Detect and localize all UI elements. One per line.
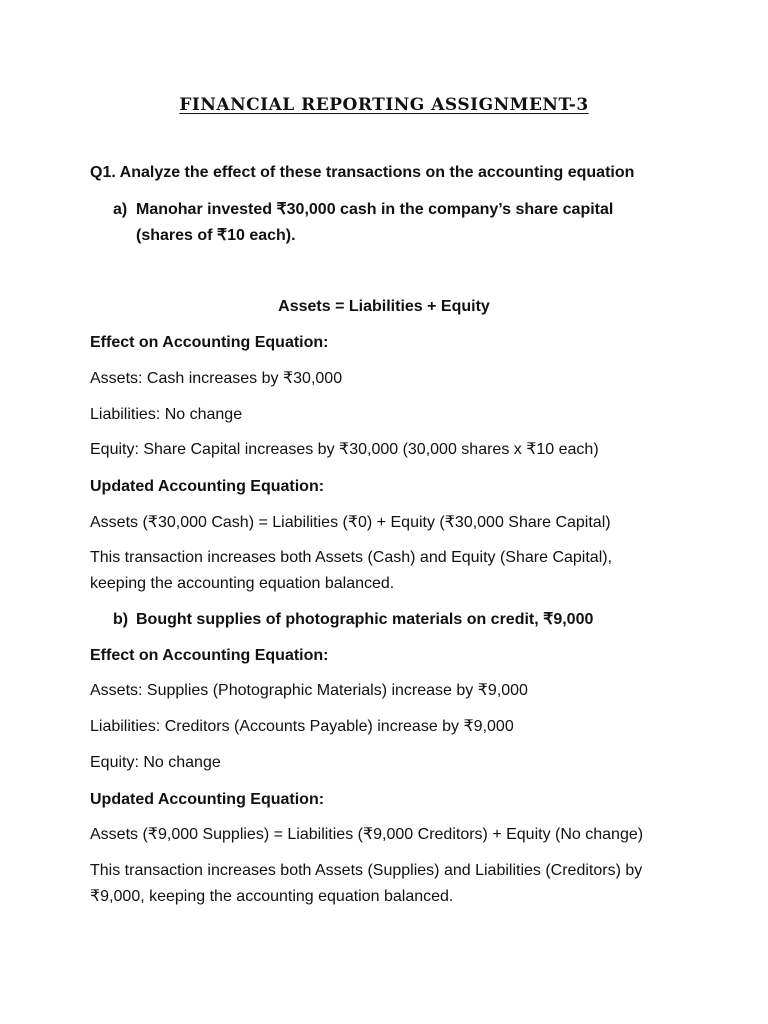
item-b-effect-heading: Effect on Accounting Equation: xyxy=(90,647,329,664)
item-a-summary-line2: keeping the accounting equation balanced. xyxy=(90,575,395,592)
item-a-assets: Assets: Cash increases by ₹30,000 xyxy=(90,370,343,387)
item-a-equity: Equity: Share Capital increases by ₹30,000 (30,000 shares x ₹10 each) xyxy=(90,441,599,458)
item-a-updated-equation: Assets (₹30,000 Cash) = Liabilities (₹0) + Equity (₹30,000 Share Capital) xyxy=(90,514,611,531)
item-b-liabilities: Liabilities: Creditors (Accounts Payable) increase by ₹9,000 xyxy=(90,718,514,735)
item-b-updated-equation: Assets (₹9,000 Supplies) = Liabilities (₹9,000 Creditors) + Equity (No change) xyxy=(90,826,644,843)
accounting-equation: Assets = Liabilities + Equity xyxy=(278,298,490,315)
page-title: FINANCIAL REPORTING ASSIGNMENT-3 xyxy=(179,95,589,115)
item-a-summary-line1: This transaction increases both Assets (Cash) and Equity (Share Capital), xyxy=(90,549,613,566)
question-1: Q1. Analyze the effect of these transactions on the accounting equation xyxy=(90,164,635,181)
item-a-liabilities: Liabilities: No change xyxy=(90,406,243,423)
item-b-assets: Assets: Supplies (Photographic Materials) increase by ₹9,000 xyxy=(90,682,528,699)
item-a-text-line2: (shares of ₹10 each). xyxy=(136,227,296,244)
item-b-marker: b) xyxy=(113,611,129,628)
item-b-updated-heading: Updated Accounting Equation: xyxy=(90,791,325,808)
item-b-summary-line2: ₹9,000, keeping the accounting equation balanced. xyxy=(90,888,454,905)
item-b-summary-line1: This transaction increases both Assets (Supplies) and Liabilities (Creditors) by xyxy=(90,862,643,879)
item-a-marker: a) xyxy=(113,201,128,218)
item-a-updated-heading: Updated Accounting Equation: xyxy=(90,478,325,495)
item-a-text-line1: Manohar invested ₹30,000 cash in the company’s share capital xyxy=(136,201,614,218)
item-b-text: Bought supplies of photographic materials on credit, ₹9,000 xyxy=(136,611,594,628)
item-b-equity: Equity: No change xyxy=(90,754,221,771)
item-a-effect-heading: Effect on Accounting Equation: xyxy=(90,334,329,351)
